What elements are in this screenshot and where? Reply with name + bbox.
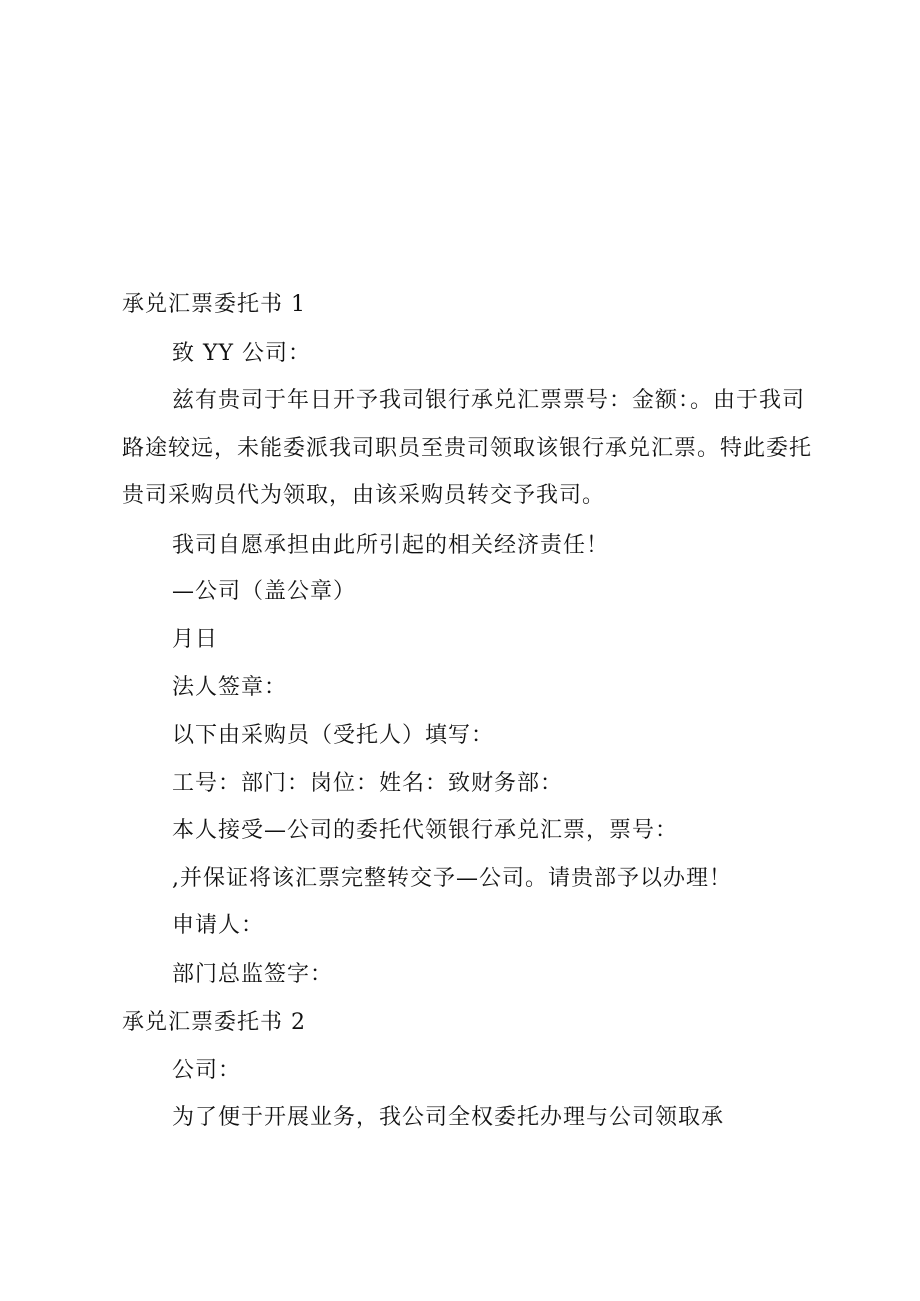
section1-body-line-3: 贵司采购员代为领取，由该采购员转交予我司。 bbox=[122, 483, 606, 508]
fill-note: 以下由采购员（受托人）填写： bbox=[172, 723, 495, 748]
applicant-line: 申请人： bbox=[172, 913, 265, 938]
section1-salutation: 致 YY 公司： bbox=[172, 341, 312, 366]
fields-line: 工号：部门：岗位：姓名：致财务部： bbox=[172, 771, 564, 796]
section1-body-line-2: 路途较远，未能委派我司职员至贵司领取该银行承兑汇票。特此委托 bbox=[122, 436, 813, 461]
company-seal-line: —公司（盖公章） bbox=[172, 579, 357, 604]
guarantee-line: ,并保证将该汇票完整转交予—公司。请贵部予以办理！ bbox=[172, 866, 732, 891]
section2-body-line: 为了便于开展业务，我公司全权委托办理与公司领取承 bbox=[172, 1105, 725, 1130]
legal-signature-line: 法人签章： bbox=[172, 675, 288, 700]
responsibility-statement: 我司自愿承担由此所引起的相关经济责任！ bbox=[172, 533, 610, 558]
section1-title: 承兑汇票委托书 1 bbox=[122, 292, 306, 317]
section1-body-line-1: 兹有贵司于年日开予我司银行承兑汇票票号：金额：。由于我司 bbox=[172, 388, 806, 413]
section2-title: 承兑汇票委托书 2 bbox=[122, 1010, 306, 1035]
date-line: 月日 bbox=[172, 627, 219, 652]
director-signature-line: 部门总监签字： bbox=[172, 962, 334, 987]
section2-salutation: 公司： bbox=[172, 1058, 242, 1083]
accept-line: 本人接受—公司的委托代领银行承兑汇票，票号： bbox=[172, 818, 679, 843]
